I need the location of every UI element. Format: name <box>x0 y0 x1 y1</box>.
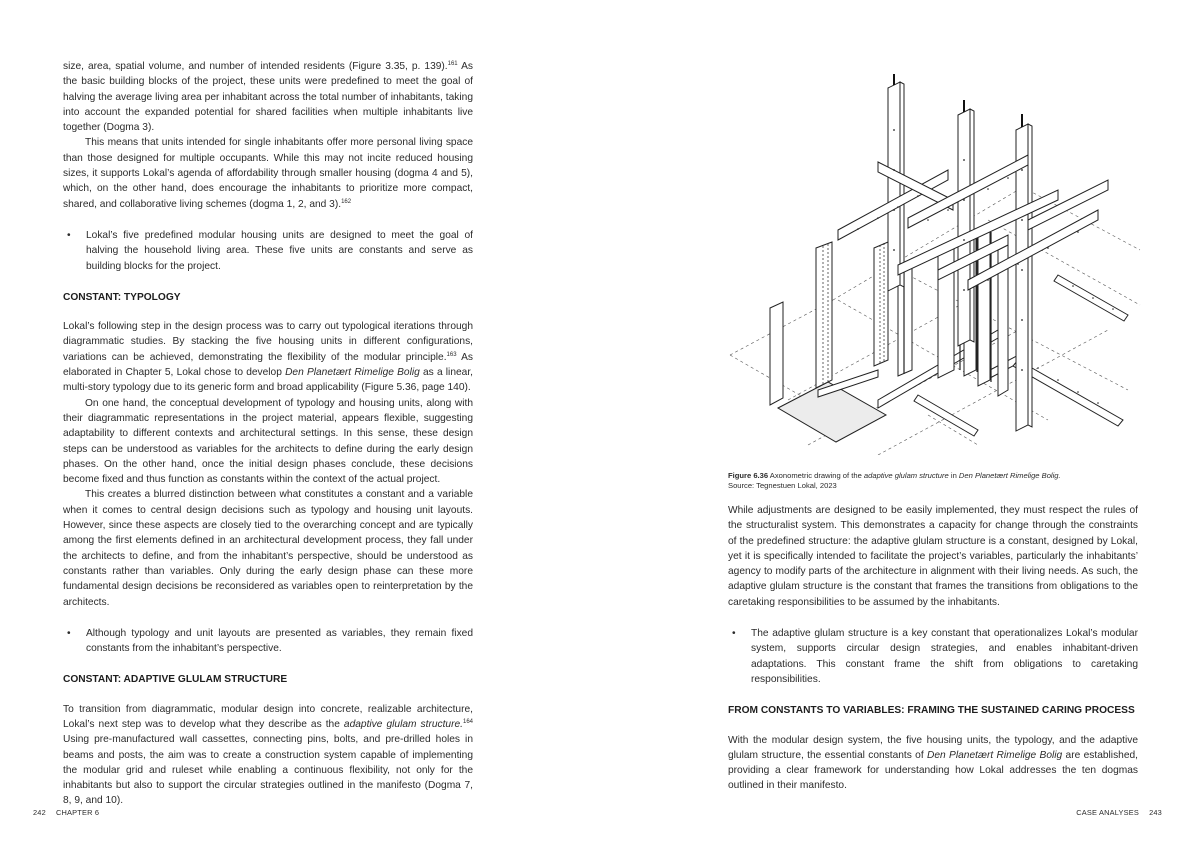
paragraph: Lokal’s following step in the design process was to carry out typological iterations through diagrammatic studies. By stacking the five housing units in different configurations, variations can be achieved, demonstrating the flexibility of the modular principle.$^{163}$ As elaborated in Chapter 5, Lokal chose to develop Den Planetært Rimelige Bolig as a linear, multi-story typology due to its generic form and broad applicability (Figure 5.36, page 140). <box>63 321 473 394</box>
paragraph: On one hand, the conceptual development of typology and housing units, along with their diagrammatic representations in the project material, appears flexible, suggesting adaptability to different contexts and architectural settings. In this sense, these design steps can be understood as variables for the architects to define during the early design phases. On the other hand, once the initial design phases conclude, these decisions become fixed and thus function as constants within the context of the actual project. <box>63 397 473 486</box>
paragraph: This creates a blurred distinction between what constitutes a constant and a variable when it comes to central design decisions such as typology and housing unit layouts. However, since these aspects are closely tied to the overarching concept and are typically among the first elements defined in an architectural development process, they fall under the architects to define, and from the inhabitant’s perspective, should be understood as constants rather than variables. Only during the early design phase can these more fundamental design decisions be reconsidered as variables open to reinterpretation by the architects. <box>63 489 473 608</box>
bullet-glyph: • <box>67 229 71 241</box>
page-number: 242 <box>33 808 46 817</box>
figure-label: Figure 6.36 <box>728 471 769 480</box>
left-page-footer <box>33 808 99 817</box>
section-heading: CONSTANT: TYPOLOGY <box>63 291 181 303</box>
page-number: 243 <box>1149 808 1162 817</box>
section-heading: CONSTANT: ADAPTIVE GLULAM STRUCTURE <box>63 674 288 686</box>
bullet-glyph: • <box>732 628 736 640</box>
summary-bullet: • Lokal’s five predefined modular housing units are designed to meet the goal of halving the household living area. These five units are constants and serve as building blocks for the project. <box>63 228 473 274</box>
right-page-footer <box>1076 808 1162 817</box>
footnote-ref[interactable]: 163 <box>446 351 457 358</box>
figure-caption: Figure 6.36 Axonometric drawing of the adaptive glulam structure in Den Planetært Rimelige Bolig. Source: Tegnestuen Lokal, 2023 <box>728 471 1148 491</box>
footnote-ref[interactable]: 162 <box>341 198 352 205</box>
chapter-label: CHAPTER 6 <box>55 808 100 817</box>
axonometric-drawing <box>728 70 1143 455</box>
paragraph: size, area, spatial volume, and number of intended residents (Figure 3.35, p. 139).$^{161}$ As the basic building blocks of the project, these units were predefined to meet the goal of halving the average living area per inhabitant across the total number of inhabitants, taking into account the expanded potential for shared facilities when multiple inhabitants live together (Dogma 3). <box>63 61 473 134</box>
summary-bullet: • Although typology and unit layouts are presented as variables, they remain fixed constants from the inhabitant’s perspective. <box>63 626 473 657</box>
summary-bullet: • The adaptive glulam structure is a key constant that operationalizes Lokal’s modular system, supports circular design strategies, and enables inhabitant-driven adaptations. This constant frame the shift from obligations to caretaking responsibilities. <box>728 626 1138 687</box>
paragraph: While adjustments are designed to be easily implemented, they must respect the rules of the structuralist system. This demonstrates a capacity for change through the constraints of the predefined structure: the adaptive glulam structure is a constant, designed by Lokal, yet it is specifically intended to facilitate the project’s variables, particularly the inhabitants’ agency to modify parts of the architecture in alignment with their living needs. As such, the adaptive glulam structure is the constant that frames the transitions from obligations to the caretaking responsibilities to be assumed by the inhabitants. <box>728 505 1138 608</box>
footnote-ref[interactable]: 161 <box>447 61 458 67</box>
left-text-column <box>63 59 473 809</box>
paragraph: With the modular design system, the five housing units, the typology, and the adaptive glulam structure, the essential constants of Den Planetært Rimelige Bolig are established, providing a clear framework for understanding how Lokal addresses the ten dogmas outlined in their manifesto. <box>728 734 1138 792</box>
section-heading: FROM CONSTANTS TO VARIABLES: FRAMING THE SUSTAINED CARING PROCESS <box>728 705 1135 717</box>
figure-source: Source: Tegnestuen Lokal, 2023 <box>728 481 837 490</box>
footnote-ref[interactable]: 164 <box>462 718 473 725</box>
paragraph: This means that units intended for single inhabitants offer more personal living space than those designed for multiple occupants. While this may not incite reduced housing sizes, it supports Lokal’s agenda of affordability through smaller housing (dogma 4 and 5), which, on the other hand, does encourage the inhabitants to prioritize more compact, shared, and collaborative living schemes (dogma 1, 2, and 3).$^{162}$ <box>63 137 473 210</box>
axonometric-figure <box>728 70 1143 455</box>
glulam-posts <box>888 82 1032 431</box>
bullet-glyph: • <box>67 627 71 639</box>
paragraph: To transition from diagrammatic, modular design into concrete, realizable architecture, Lokal’s next step was to develop what they describe as the adaptive glulam structure.$^{164}$ Using pre-manufactured wall cassettes, connecting pins, bolts, and pre-drilled holes in beams and posts, the aim was to create a construction system capable of implementing the modular grid and ruleset while enabling a continuous flexibility, not only for the inhabitants but also to support the circular strategies outlined in the manifesto (Dogma 7, 8, 9, and 10). <box>63 703 473 807</box>
right-text-column <box>728 503 1138 794</box>
section-label: CASE ANALYSES <box>1076 808 1140 817</box>
